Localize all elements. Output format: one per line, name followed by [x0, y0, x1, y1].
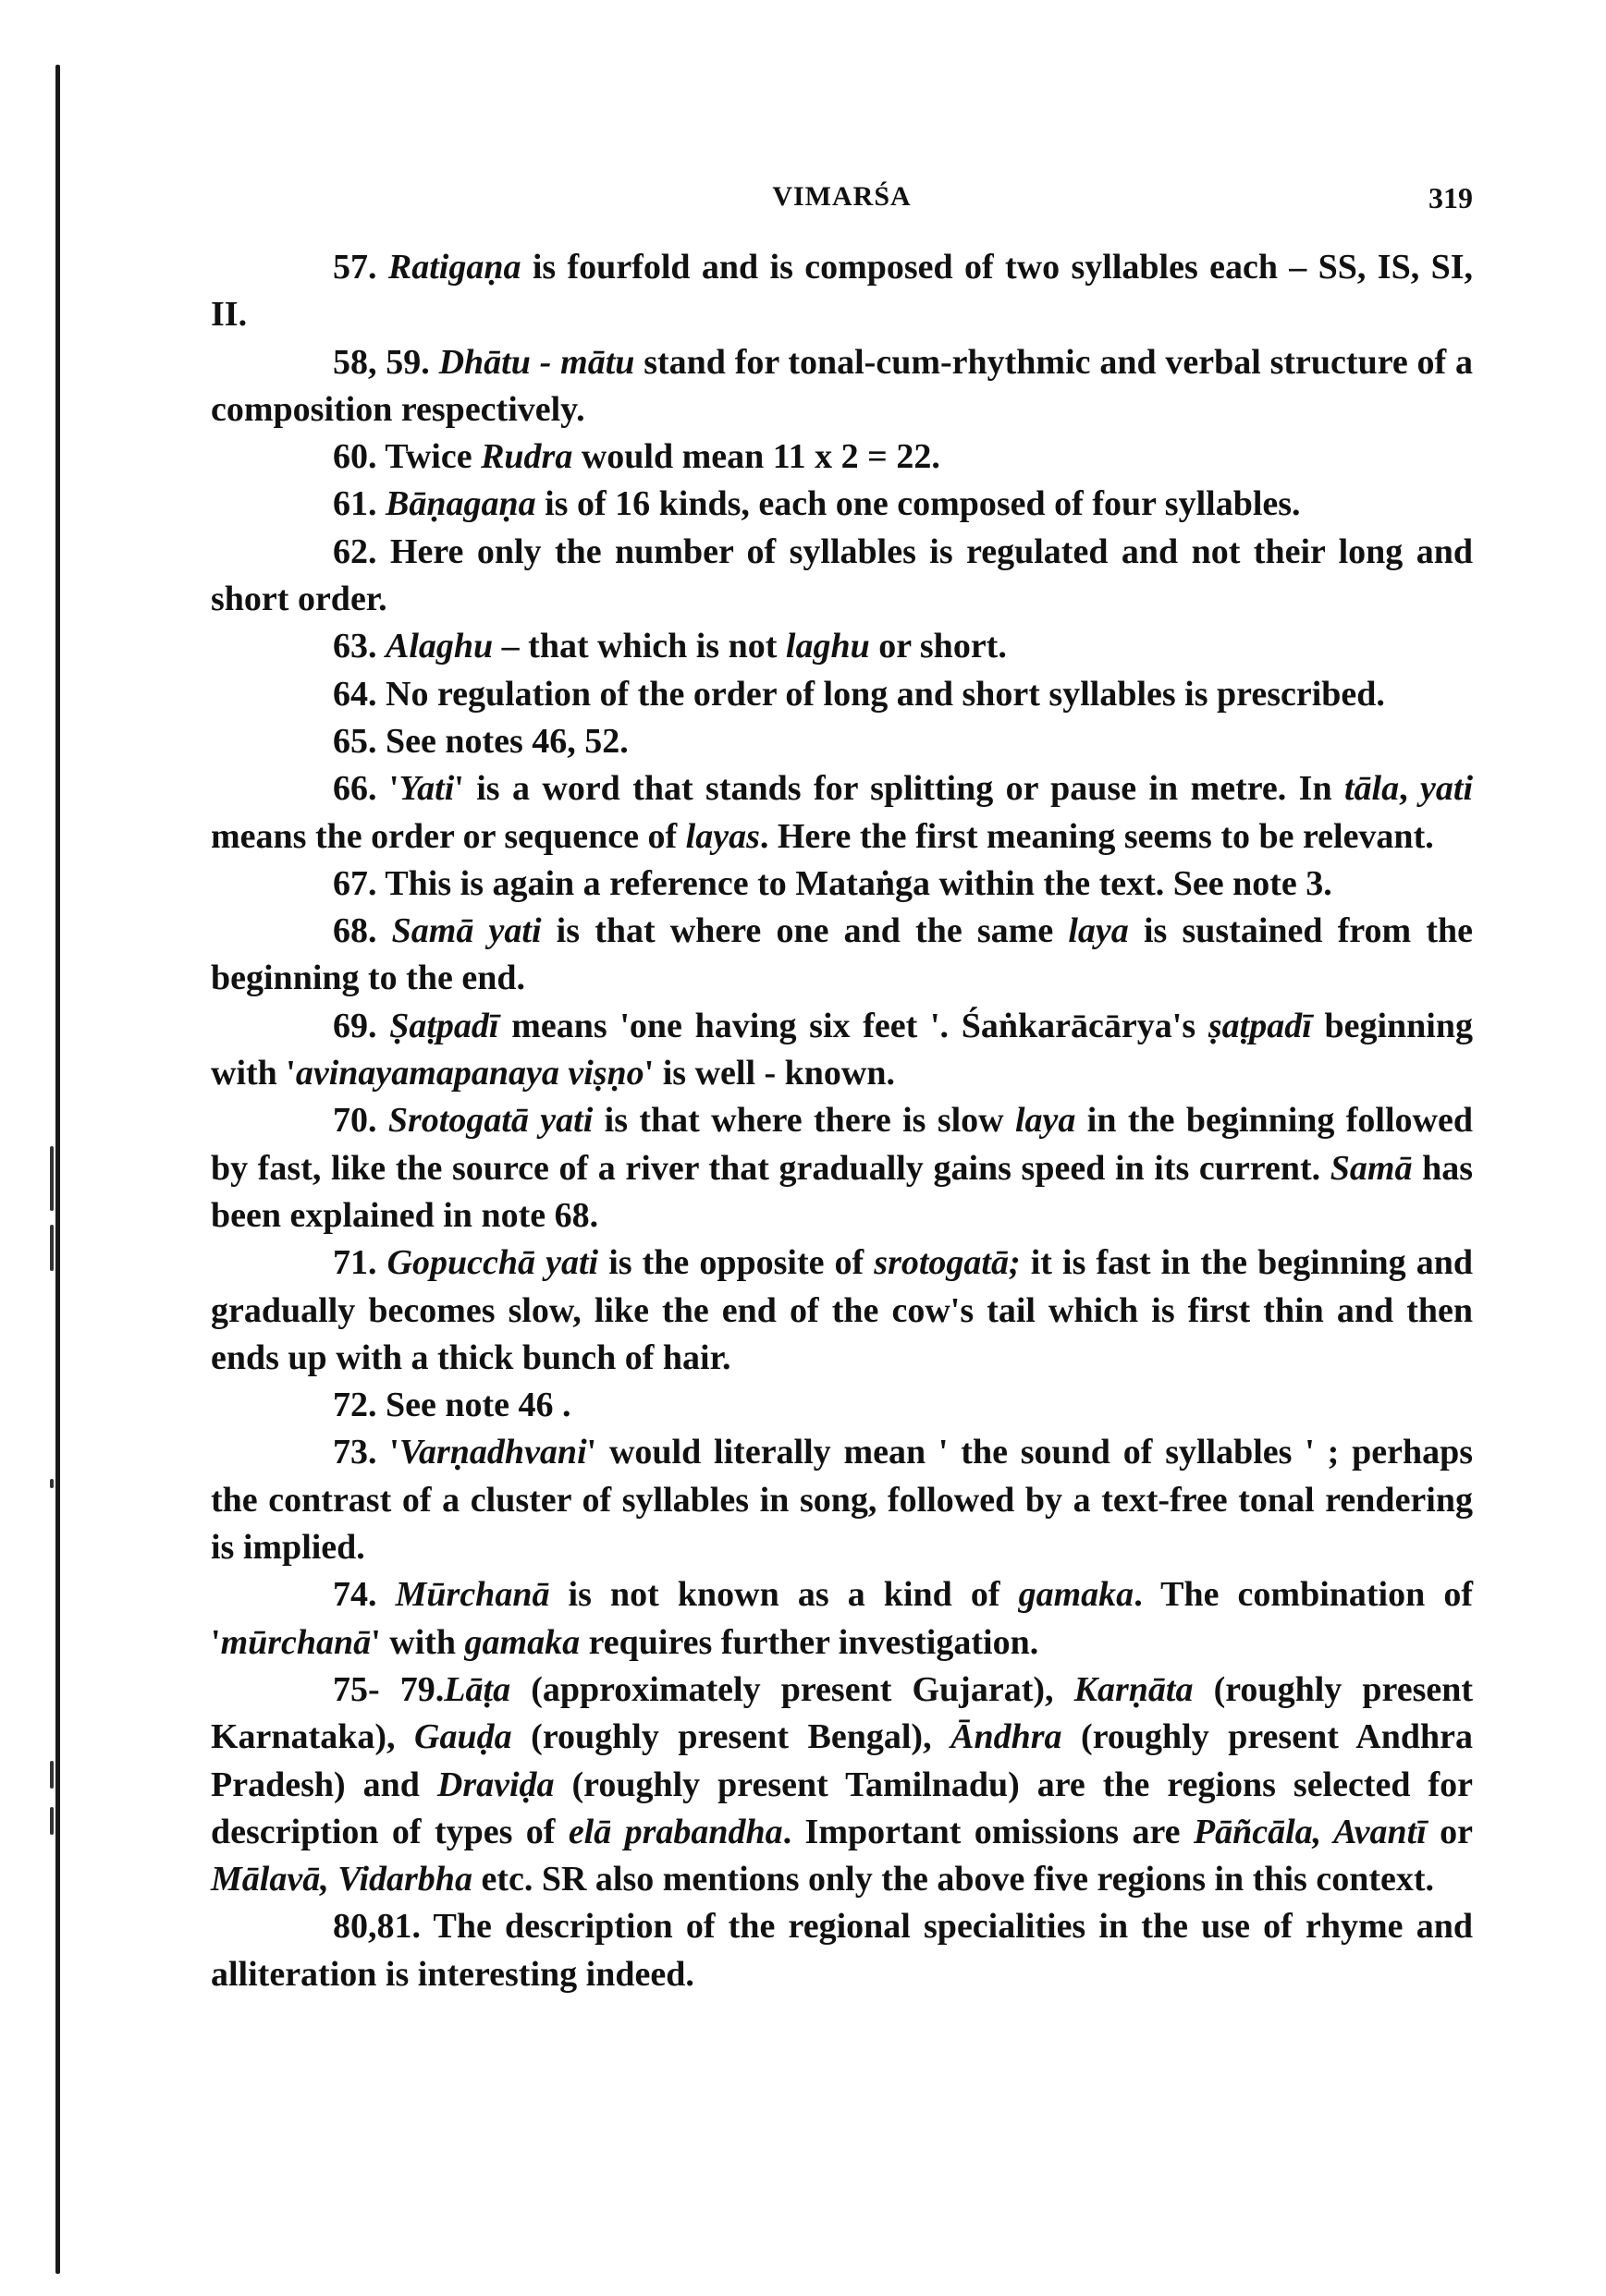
note-paragraph: 80,81. The description of the regional specialities in the use of rhyme and alliteration is interesting indeed.	[211, 1907, 1473, 1994]
note-paragraph: 69. Ṣaṭpadī means 'one having six feet '. Śaṅkarācārya's ṣaṭpadī beginning with 'avinayamapanaya viṣṇo' is well - known.	[211, 1006, 1473, 1093]
left-margin-line	[55, 65, 60, 2274]
note-paragraph: 61. Bāṇagaṇa is of 16 kinds, each one composed of four syllables.	[333, 484, 1301, 524]
note-paragraph: 63. Alaghu – that which is not laghu or short.	[333, 627, 1007, 666]
note-paragraph: 60. Twice Rudra would mean 11 x 2 = 22.	[333, 437, 940, 477]
note-paragraph: 66. 'Yati' is a word that stands for splitting or pause in metre. In tāla, yati means the order or sequence of layas. Here the first meaning seems to be relevant.	[211, 769, 1474, 856]
note-paragraph: 64. No regulation of the order of long and short syllables is prescribed.	[333, 674, 1385, 714]
notes-list	[211, 244, 1473, 1998]
page-number: 319	[1428, 181, 1473, 214]
note-paragraph: 65. See notes 46, 52.	[333, 721, 629, 761]
note-paragraph: 73. 'Varṇadhvani' would literally mean ' the sound of syllables ' ; perhaps the contrast of a cluster of syllables in song, followed by a text-free tonal rendering is implied.	[211, 1433, 1473, 1568]
margin-mark	[50, 1479, 54, 1488]
note-paragraph: 57. Ratigaṇa is fourfold and is composed of two syllables each – SS, IS, SI, II.	[211, 248, 1473, 335]
note-paragraph: 75- 79.Lāṭa (approximately present Gujarat), Karṇāta (roughly present Karnataka), Gauḍa (roughly present Bengal), Āndhra (roughly present Andhra Pradesh) and Draviḍa (roughly present Tamilnadu) are the regions selected for description of types of elā prabandha. Important omissions are Pāñcāla, Avantī or Mālavā, Vidarbha etc. SR also mentions only the above five regions in this context.	[211, 1669, 1474, 1899]
page-header	[211, 181, 1473, 227]
margin-mark	[50, 1807, 54, 1835]
note-paragraph: 68. Samā yati is that where one and the same laya is sustained from the beginning to the end.	[211, 911, 1474, 998]
note-paragraph: 71. Gopucchā yati is the opposite of srotogatā; it is fast in the beginning and gradually becomes slow, like the end of the cow's tail which is first thin and then ends up with a thick bunch of hair.	[211, 1243, 1473, 1377]
note-paragraph: 67. This is again a reference to Mataṅga within the text. See note 3.	[333, 863, 1332, 903]
note-paragraph: 72. See note 46 .	[333, 1386, 571, 1425]
margin-mark	[50, 1225, 54, 1271]
note-paragraph: 58, 59. Dhātu - mātu stand for tonal-cum-rhythmic and verbal structure of a composition respectively.	[211, 342, 1474, 429]
note-paragraph: 70. Srotogatā yati is that where there is slow laya in the beginning followed by fast, like the source of a river that gradually gains speed in its current. Samā has been explained in note 68.	[211, 1101, 1474, 1235]
margin-mark	[50, 1146, 54, 1211]
running-head: VIMARŚA	[772, 181, 912, 212]
margin-mark	[50, 1761, 54, 1789]
note-paragraph: 74. Mūrchanā is not known as a kind of gamaka. The combination of 'mūrchanā' with gamaka requires further investigation.	[211, 1575, 1473, 1662]
note-paragraph: 62. Here only the number of syllables is regulated and not their long and short order.	[211, 531, 1473, 619]
